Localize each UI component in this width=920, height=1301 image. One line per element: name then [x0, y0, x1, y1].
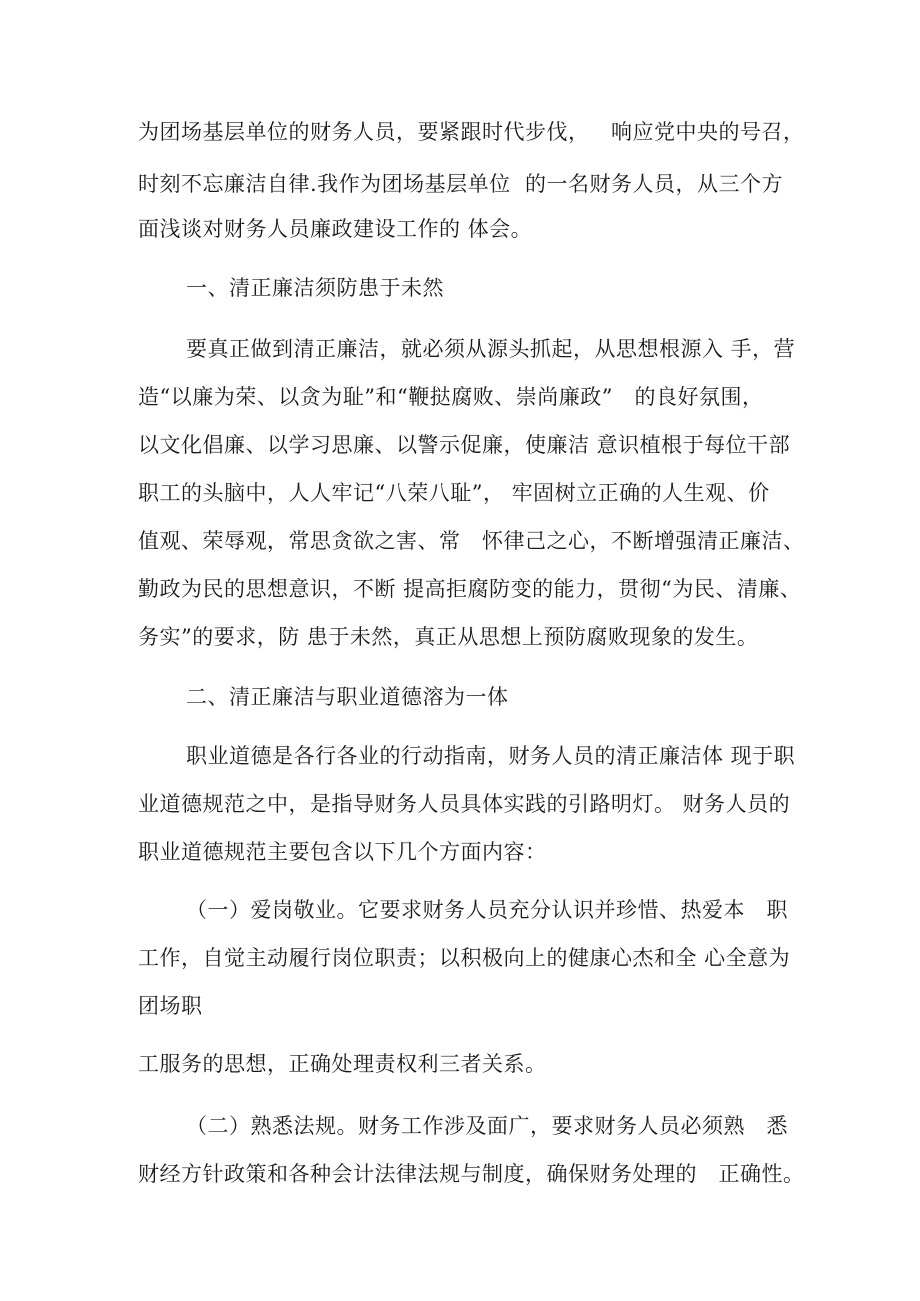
paragraph-line: 为团场基层单位的财务人员，要紧跟时代步伐， 响应党中央的号召， [138, 120, 805, 144]
section-heading-1: 一、清正廉洁须防患于未然 [186, 276, 444, 300]
paragraph-line: 造“以廉为荣、以贪为耻”和“鞭挞腐败、崇尚廉政” 的良好氛围， [138, 385, 764, 409]
paragraph-line: 职业道德是各行各业的行动指南，财务人员的清正廉洁体 现于职 [186, 744, 796, 768]
list-item-line: （一）爱岗敬业。它要求财务人员充分认识并珍惜、热爱本 职 [186, 898, 789, 922]
list-item-line: 工作，自觉主动履行岗位职责；以积极向上的健康心杰和全 心全意为 [138, 946, 791, 970]
list-item-line: 团场职 [138, 994, 203, 1018]
section-heading-2: 二、清正廉洁与职业道德溶为一体 [186, 685, 509, 709]
list-item-continuation: 工服务的思想，正确处理责权利三者关系。 [138, 1052, 547, 1076]
paragraph-line: 面浅谈对财务人员廉政建设工作的 体会。 [138, 217, 533, 241]
list-item-line: 财经方针政策和各种会计法律法规与制度，确保财务处理的 正确性。 [138, 1162, 805, 1186]
paragraph-line: 职业道德规范主要包含以下几个方面内容： [138, 840, 547, 864]
paragraph-line: 务实”的要求，防 患于未然，真正从思想上预防腐败现象的发生。 [138, 625, 759, 649]
paragraph-line: 以文化倡廉、以学习思廉、以警示促廉，使廉洁 意识植根于每位干部 [138, 433, 791, 457]
paragraph-line: 勤政为民的思想意识，不断 提高拒腐防变的能力，贯彻“为民、清廉、 [138, 577, 802, 601]
paragraph-line: 职工的头脑中，人人牢记“八荣八耻”， 牢固树立正确的人生观、价 [138, 481, 770, 505]
paragraph-line: 业道德规范之中，是指导财务人员具体实践的引路明灯。 财务人员的 [138, 792, 791, 816]
paragraph-line: 要真正做到清正廉洁，就必须从源头抓起，从思想根源入 手，营 [186, 337, 796, 361]
paragraph-line: 时刻不忘廉洁自律.我作为团场基层单位 的一名财务人员，从三个方 [138, 172, 784, 196]
list-item-line: （二）熟悉法规。财务工作涉及面广，要求财务人员必须熟 悉 [186, 1114, 789, 1138]
paragraph-line: 值观、荣辱观，常思贪欲之害、常 怀律己之心，不断增强清正廉洁、 [138, 529, 805, 553]
